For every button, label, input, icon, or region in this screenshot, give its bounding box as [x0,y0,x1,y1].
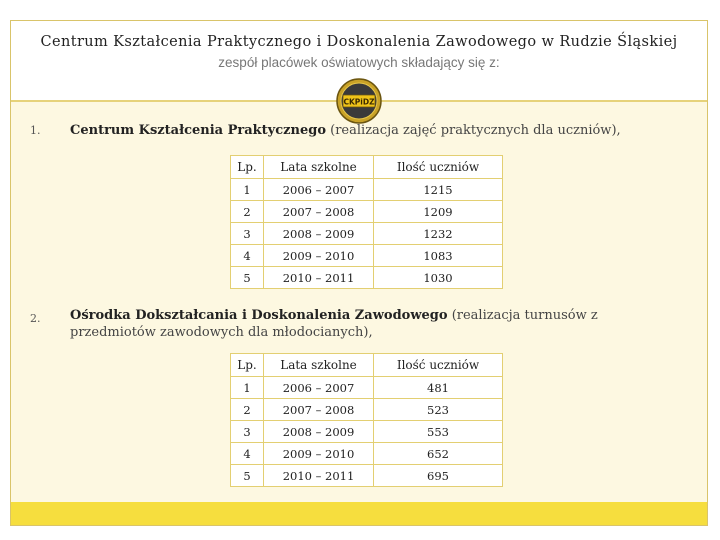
cell-lp: 4 [231,443,264,465]
table-row [231,443,503,465]
cell-lp: 1 [231,179,264,201]
col-header-years: Lata szkolne [264,156,374,179]
cell-lp: 5 [231,465,264,487]
section-1-description: (realizacja zajęć praktycznych dla uczniów), [326,123,621,138]
footer-bar [11,502,707,525]
cell-lp: 2 [231,201,264,223]
cell-years: 2008 – 2009 [264,421,374,443]
col-header-lp: Lp. [231,156,264,179]
cell-lp: 2 [231,399,264,421]
cell-students: 695 [374,465,503,487]
section-1-text [70,122,680,139]
table-row [231,245,503,267]
cell-years: 2010 – 2011 [264,267,374,289]
cell-years: 2006 – 2007 [264,179,374,201]
cell-students: 1232 [374,223,503,245]
page-title: Centrum Kształcenia Praktycznego i Doskonalenia Zawodowego w Rudzie Śląskiej [40,34,678,50]
cell-lp: 4 [231,245,264,267]
table-row [231,267,503,289]
table-header-row [231,354,503,377]
cell-years: 2006 – 2007 [264,377,374,399]
cell-students: 553 [374,421,503,443]
cell-lp: 3 [231,421,264,443]
cell-students: 1215 [374,179,503,201]
section-1-name: Centrum Kształcenia Praktycznego [70,123,327,138]
table-header-row [231,156,503,179]
section-2-number: 2. [30,312,41,325]
section-2-description: (realizacja turnusów z przedmiotów zawodowych dla młodocianych), [70,308,598,340]
table-row [231,377,503,399]
section-2-name: Ośrodka Dokształcania i Doskonalenia Zawodowego [70,308,448,323]
cell-lp: 5 [231,267,264,289]
col-header-lp: Lp. [231,354,264,377]
col-header-students: Ilość uczniów [374,156,503,179]
cell-students: 1083 [374,245,503,267]
cell-students: 652 [374,443,503,465]
col-header-students: Ilość uczniów [374,354,503,377]
table-row [231,465,503,487]
school-emblem-icon [336,78,382,124]
cell-years: 2010 – 2011 [264,465,374,487]
cell-years: 2009 – 2010 [264,245,374,267]
table-row [231,399,503,421]
cell-years: 2007 – 2008 [264,399,374,421]
logo-label: CKPiDZ [343,97,375,107]
cell-students: 1030 [374,267,503,289]
cell-years: 2007 – 2008 [264,201,374,223]
table-row [231,421,503,443]
section-1-number: 1. [30,124,41,137]
col-header-years: Lata szkolne [264,354,374,377]
section-2-table [230,353,503,487]
cell-students: 481 [374,377,503,399]
section-1-table [230,155,503,289]
table-row [231,179,503,201]
table-row [231,201,503,223]
table-row [231,223,503,245]
cell-lp: 1 [231,377,264,399]
cell-students: 1209 [374,201,503,223]
cell-lp: 3 [231,223,264,245]
page-subtitle: zespół placówek oświatowych składający się z: [218,55,500,70]
cell-years: 2009 – 2010 [264,443,374,465]
cell-students: 523 [374,399,503,421]
section-2-text [70,307,680,341]
cell-years: 2008 – 2009 [264,223,374,245]
